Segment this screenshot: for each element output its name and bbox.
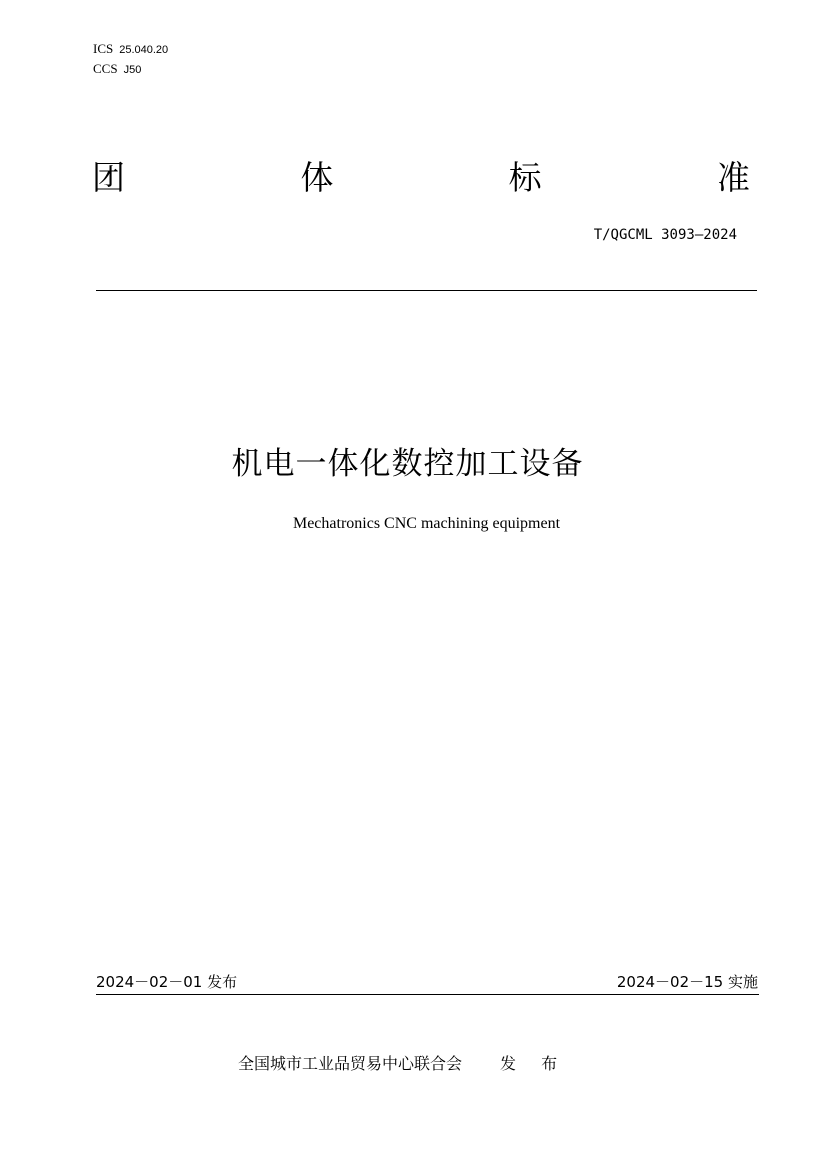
publisher-line	[238, 1053, 567, 1075]
publisher-action: 发 布	[500, 1054, 568, 1073]
standard-type-char: 准	[716, 158, 750, 197]
ics-label: ICS	[93, 41, 114, 56]
footer-divider	[96, 994, 759, 995]
publisher-organization: 全国城市工业品贸易中心联合会	[238, 1054, 463, 1073]
ics-code	[93, 41, 168, 58]
document-subtitle-english: Mechatronics CNC machining equipment	[292, 515, 561, 532]
ics-value: 25.040.20	[119, 44, 169, 56]
standard-type-heading	[92, 156, 750, 200]
standard-number: T/QGCML 3093—2024	[593, 227, 737, 243]
document-title: 机电一体化数控加工设备	[231, 446, 584, 482]
standard-type-char: 团	[92, 158, 125, 197]
ccs-label: CCS	[93, 61, 118, 76]
release-date: 2024－02－01 发布	[96, 973, 238, 991]
ccs-value: J50	[123, 64, 142, 76]
standard-type-char: 体	[300, 158, 334, 197]
standard-type-char: 标	[508, 158, 542, 197]
ccs-code	[93, 61, 141, 78]
implementation-date: 2024－02－15 实施	[616, 973, 758, 991]
header-divider	[96, 290, 757, 291]
